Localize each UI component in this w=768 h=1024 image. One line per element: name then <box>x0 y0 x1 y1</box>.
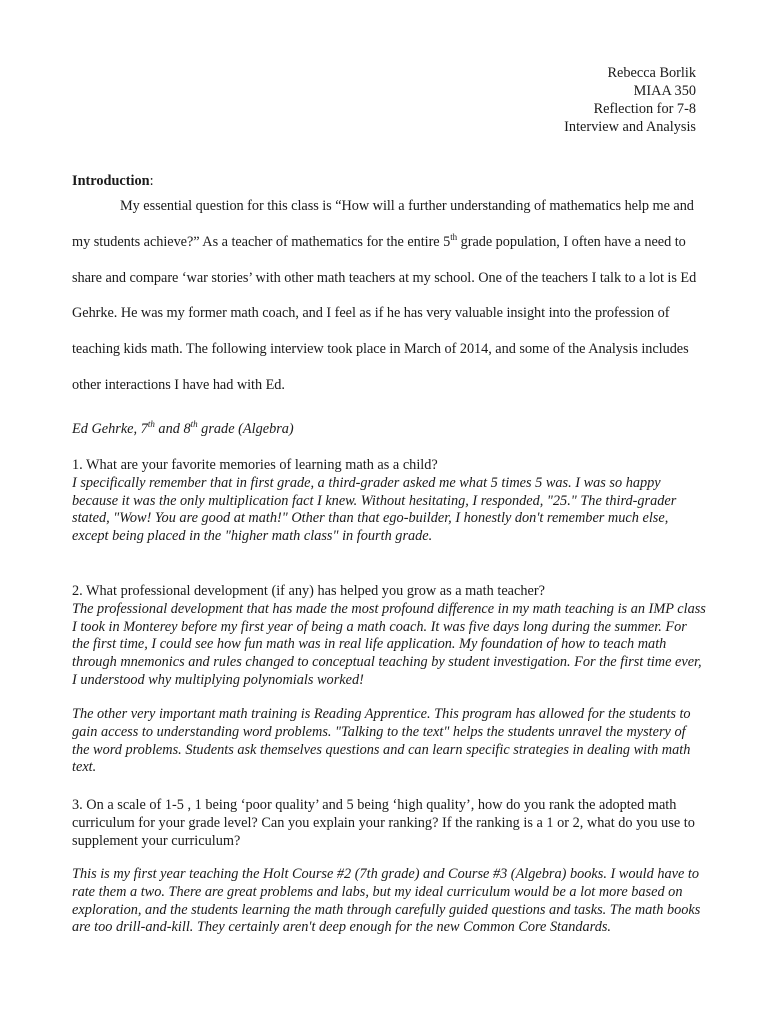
course-code: MIAA 350 <box>633 83 696 99</box>
intro-text-part-1: My essential question for this class is “How will a further understanding of mathematics help me and my students achieve?” As a teacher of mathematics for the entire 5 <box>72 198 694 250</box>
interviewee-heading <box>72 420 294 438</box>
answer-3: This is my first year teaching the Holt Course #2 (7th grade) and Course #3 (Algebra) books. I would have to rate them a two. There are great problems and labs, but my ideal curriculum would be a lot more based on exploration, and the students learning the math through carefully guided questions and tasks. The math books are too drill-and-kill. They certainly aren't deep enough for the new Common Core Standards. <box>72 866 701 936</box>
answer-1: I specifically remember that in first grade, a third-grader asked me what 5 times 5 was. I was so happy because it was the only multiplication fact I knew. Without hesitating, I responded, "25." The third-grader stated, "Wow! You are good at math!" Other than that ego-builder, I honestly don't remember much else, except being placed in the "higher math class" in fourth grade. <box>72 474 677 545</box>
qa-block-2 <box>72 583 706 690</box>
introduction-heading-text: Introduction <box>72 173 150 189</box>
qa-block-3 <box>72 797 706 850</box>
author-header <box>564 64 696 136</box>
interviewee-name: Ed Gehrke, 7 <box>72 421 148 437</box>
intro-text-part-2: grade population, I often have a need to share and compare ‘war stories’ with other math teachers at my school. One of the teachers I talk to a lot is Ed Gehrke. He was my former math coach, and I feel as if he has very valuable insight into the profession of teaching kids math. The following interview took place in March of 2014, and some of the Analysis includes other interactions I have had with Ed. <box>72 233 697 393</box>
reflection-title: Reflection for 7-8 <box>593 101 696 117</box>
introduction-paragraph <box>72 189 702 404</box>
qa-block-2-continued <box>72 706 706 777</box>
qa-block-1 <box>72 457 706 546</box>
answer-2-paragraph-2: The other very important math training is Reading Apprentice. This program has allowed for the students to gain access to understanding word problems. "Talking to the text" helps the students unravel the mystery of the word problems. Students ask themselves questions and can learn specific strategies in dealing with math text. <box>72 706 691 776</box>
author-name: Rebecca Borlik <box>607 65 696 81</box>
answer-2: The professional development that has made the most profound difference in my math teaching is an IMP class I took in Monterey before my first year of being a math coach. It was five days long during the summer. For the first time, I could see how fun math was in real life application. My foundation of how to teach math through mnemonics and rules changed to conceptual teaching by student investigation. For the first time ever, I understood why multiplying polynomials worked! <box>72 600 706 688</box>
introduction-heading <box>72 172 154 190</box>
document-subtitle: Interview and Analysis <box>564 119 696 135</box>
interviewee-sup-2: th <box>190 419 198 429</box>
interviewee-and: and 8 <box>154 421 191 437</box>
question-3: 3. On a scale of 1-5 , 1 being ‘poor quality’ and 5 being ‘high quality’, how do you rank the adopted math curriculum for your grade level? Can you explain your ranking? If the ranking is a 1 or 2, what do you use to supplement your curriculum? <box>72 797 695 849</box>
question-2: 2. What professional development (if any) has helped you grow as a math teacher? <box>72 583 545 599</box>
intro-superscript: th <box>450 231 458 242</box>
question-1: 1. What are your favorite memories of learning math as a child? <box>72 457 438 473</box>
qa-block-3-answer <box>72 866 706 937</box>
introduction-heading-colon: : <box>149 173 154 189</box>
interviewee-grade: grade (Algebra) <box>197 421 294 437</box>
interviewee-sup-1: th <box>147 419 155 429</box>
